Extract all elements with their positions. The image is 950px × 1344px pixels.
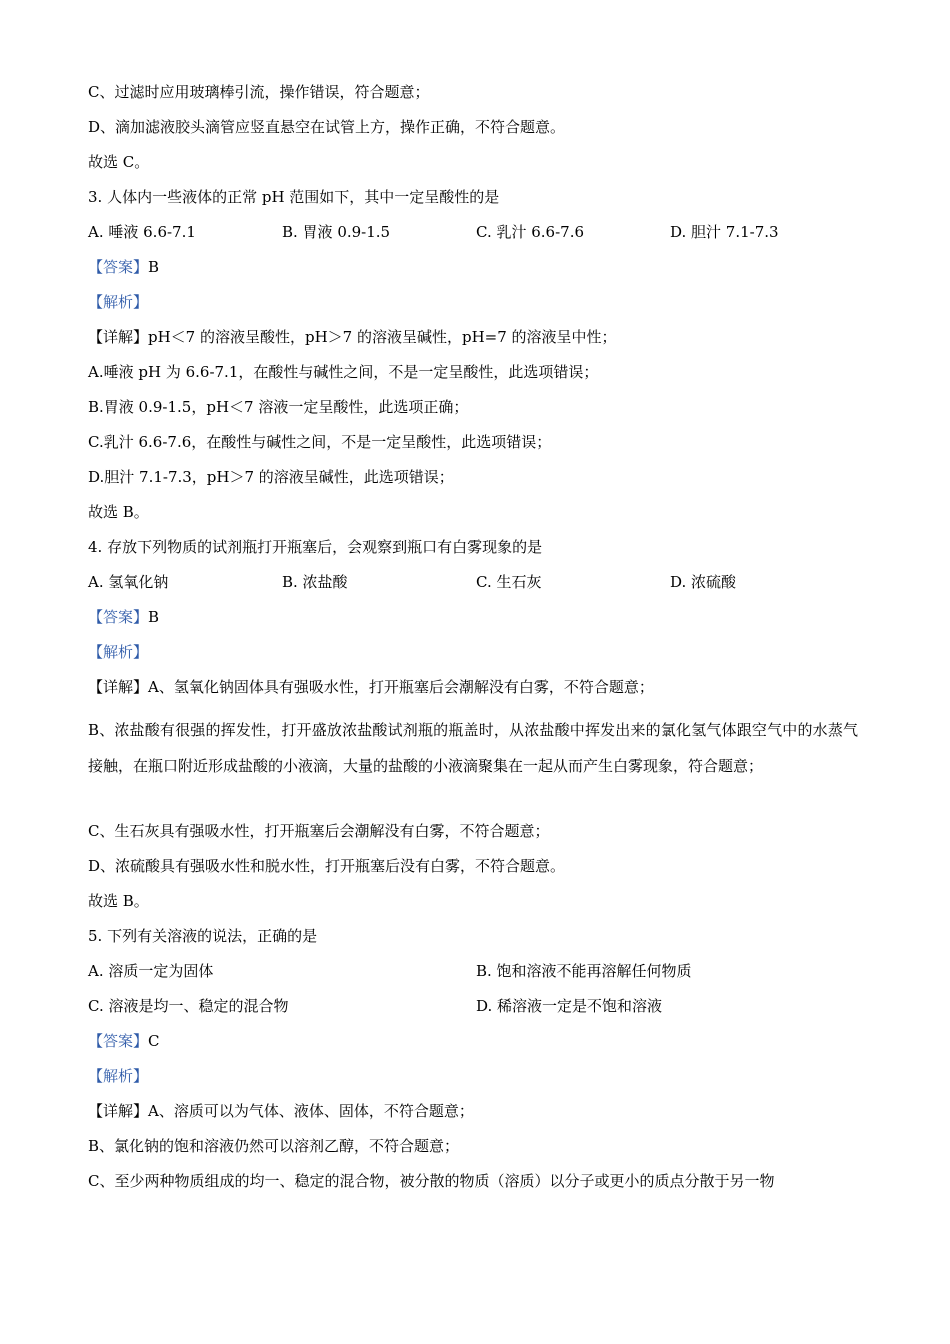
q4-detail-b: B、浓盐酸有很强的挥发性，打开盛放浓盐酸试剂瓶的瓶盖时，从浓盐酸中挥发出来的氯化氢气体跟空气中的水蒸气接触，在瓶口附近形成盐酸的小液滴，大量的盐酸的小液滴聚集在一起从而产生白雾现象，符合题意；	[88, 721, 858, 775]
q5-option-a: A. 溶质一定为固体	[88, 962, 214, 980]
q3-option-a: A. 唾液 6.6-7.1	[88, 223, 196, 241]
answer-value: B	[148, 258, 160, 276]
q4-stem: 4. 存放下列物质的试剂瓶打开瓶塞后，会观察到瓶口有白雾现象的是	[88, 538, 543, 556]
q3-detail-b: B.胃液 0.9-1.5，pH＜7 溶液一定呈酸性，此选项正确；	[88, 398, 469, 416]
q3-detail-a: A.唾液 pH 为 6.6-7.1，在酸性与碱性之间，不是一定呈酸性，此选项错误；	[88, 363, 599, 381]
q3-detail-d: D.胆汁 7.1-7.3，pH＞7 的溶液呈碱性，此选项错误；	[88, 468, 454, 486]
q4-answer	[88, 607, 159, 627]
q3-conclusion: 故选 B。	[88, 503, 149, 521]
q3-detail-intro: 【详解】pH＜7 的溶液呈酸性，pH＞7 的溶液呈碱性，pH=7 的溶液呈中性；	[88, 328, 617, 346]
q4-option-a: A. 氢氧化钠	[88, 573, 169, 591]
q2-option-c-explanation: C、过滤时应用玻璃棒引流，操作错误，符合题意；	[88, 83, 430, 101]
q4-option-d: D. 浓硫酸	[670, 573, 737, 591]
q5-detail-c: C、至少两种物质组成的均一、稳定的混合物，被分散的物质（溶质）以分子或更小的质点分散于另一物	[88, 1172, 775, 1190]
q4-detail-c: C、生石灰具有强吸水性，打开瓶塞后会潮解没有白雾，不符合题意；	[88, 822, 550, 840]
q3-option-b: B. 胃液 0.9-1.5	[282, 223, 391, 241]
q4-conclusion: 故选 B。	[88, 892, 149, 910]
q4-analysis-tag: 【解析】	[88, 643, 149, 661]
q5-analysis-tag: 【解析】	[88, 1067, 149, 1085]
q4-option-b: B. 浓盐酸	[282, 573, 348, 591]
answer-value: C	[148, 1032, 160, 1050]
q4-option-c: C. 生石灰	[476, 573, 542, 591]
q5-detail-b: B、氯化钠的饱和溶液仍然可以溶剂乙醇，不符合题意；	[88, 1137, 460, 1155]
q2-conclusion: 故选 C。	[88, 153, 150, 171]
answer-tag: 【答案】	[88, 1032, 149, 1050]
q5-answer	[88, 1031, 160, 1051]
q3-option-d: D. 胆汁 7.1-7.3	[670, 223, 779, 241]
q3-detail-c: C.乳汁 6.6-7.6，在酸性与碱性之间，不是一定呈酸性，此选项错误；	[88, 433, 552, 451]
q5-option-d: D. 稀溶液一定是不饱和溶液	[476, 997, 663, 1015]
q3-option-c: C. 乳汁 6.6-7.6	[476, 223, 585, 241]
answer-tag: 【答案】	[88, 258, 149, 276]
q3-stem: 3. 人体内一些液体的正常 pH 范围如下，其中一定呈酸性的是	[88, 188, 500, 206]
q3-answer	[88, 257, 159, 277]
q5-option-b: B. 饱和溶液不能再溶解任何物质	[476, 962, 692, 980]
answer-tag: 【答案】	[88, 608, 149, 626]
q4-detail-d: D、浓硫酸具有强吸水性和脱水性，打开瓶塞后没有白雾，不符合题意。	[88, 857, 566, 875]
q3-analysis-tag: 【解析】	[88, 293, 149, 311]
q2-option-d-explanation: D、滴加滤液胶头滴管应竖直悬空在试管上方，操作正确，不符合题意。	[88, 118, 566, 136]
answer-value: B	[148, 608, 160, 626]
q5-option-c: C. 溶液是均一、稳定的混合物	[88, 997, 289, 1015]
q4-detail-a: 【详解】A、氢氧化钠固体具有强吸水性，打开瓶塞后会潮解没有白雾，不符合题意；	[88, 678, 654, 696]
q5-stem: 5. 下列有关溶液的说法，正确的是	[88, 927, 318, 945]
q5-detail-a: 【详解】A、溶质可以为气体、液体、固体，不符合题意；	[88, 1102, 474, 1120]
